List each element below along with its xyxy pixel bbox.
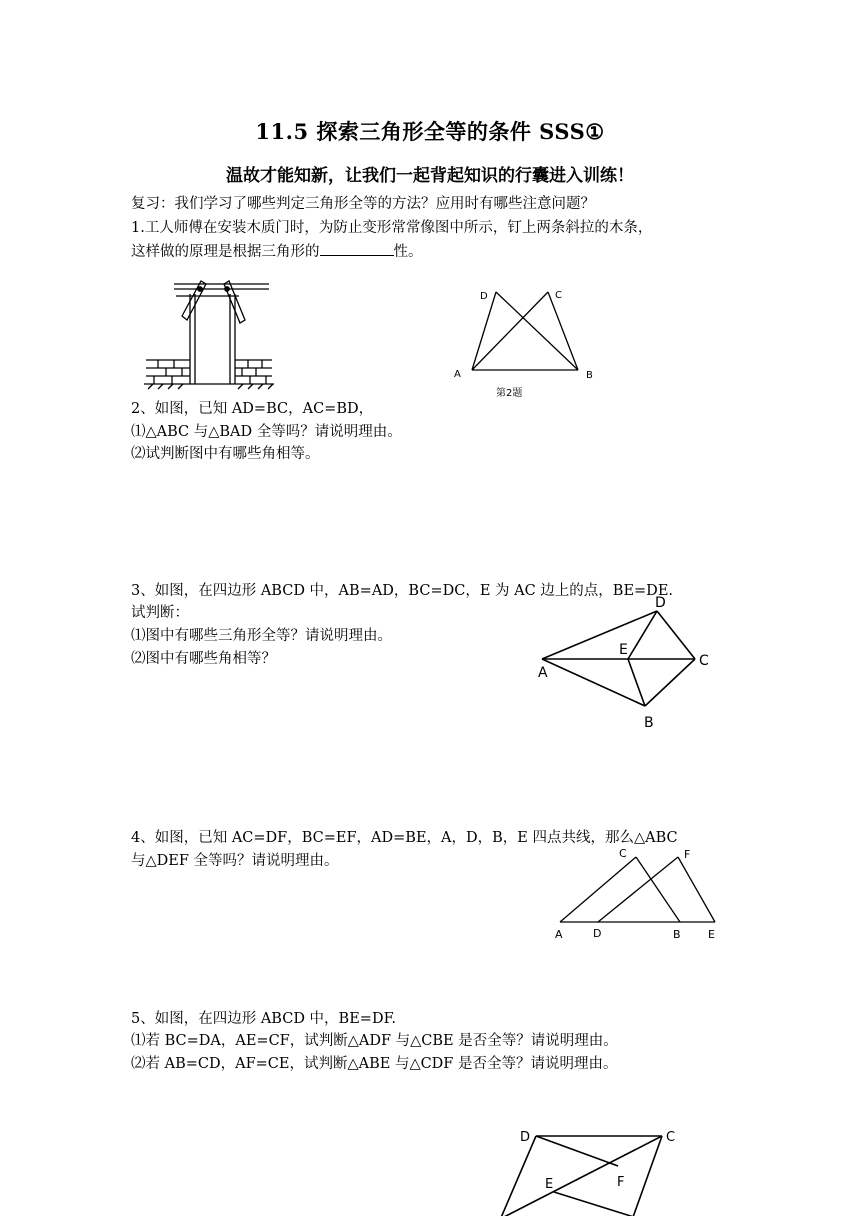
label-a: A bbox=[555, 928, 563, 941]
problem1-text-after: 性。 bbox=[393, 244, 423, 260]
label-d: D bbox=[655, 595, 666, 611]
problem2-question1: ⑴△ABC 与△BAD 全等吗？请说明理由。 bbox=[131, 424, 402, 440]
problem2-figure bbox=[448, 280, 608, 410]
review-question: 复习：我们学习了哪些判定三角形全等的方法？应用时有哪些注意问题？ bbox=[131, 196, 595, 212]
problem3-prompt: 试判断： bbox=[131, 605, 189, 621]
label-e: E bbox=[708, 928, 715, 941]
label-b: B bbox=[644, 715, 654, 731]
page-title: 11.5 探索三角形全等的条件 SSS① bbox=[255, 119, 605, 144]
figure-caption: 第2题 bbox=[496, 388, 523, 399]
problem4-figure bbox=[548, 843, 728, 943]
label-a: A bbox=[454, 369, 461, 380]
problem3-question2: ⑵图中有哪些角相等？ bbox=[131, 651, 276, 667]
label-e: E bbox=[545, 1177, 554, 1192]
door-frame-figure bbox=[144, 276, 274, 391]
label-a: A bbox=[538, 665, 548, 681]
label-d: D bbox=[593, 927, 602, 940]
label-e: E bbox=[619, 642, 628, 658]
answer-blank[interactable] bbox=[320, 241, 394, 256]
label-c: C bbox=[699, 653, 709, 669]
label-b: B bbox=[586, 370, 593, 381]
label-d: D bbox=[520, 1130, 531, 1145]
label-b: B bbox=[673, 928, 681, 941]
problem3-question1: ⑴图中有哪些三角形全等？请说明理由。 bbox=[131, 628, 392, 644]
problem4-statement: 4、如图，已知 AC=DF，BC=EF，AD=BE，A，D，B，E 四点共线，那么△ABC bbox=[131, 830, 678, 846]
label-f: F bbox=[684, 848, 691, 861]
problem1-text: 1.工人师傅在安装木质门时，为防止变形常常像图中所示，钉上两条斜拉的木条， bbox=[131, 220, 653, 236]
label-c: C bbox=[555, 290, 562, 301]
page-subtitle: 温故才能知新，让我们一起背起知识的行囊进入训练！ bbox=[226, 166, 634, 186]
problem3-figure bbox=[532, 592, 722, 732]
problem2-question2: ⑵试判断图中有哪些角相等。 bbox=[131, 446, 320, 462]
label-c: C bbox=[619, 847, 627, 860]
segment-bc bbox=[548, 292, 578, 370]
problem1-text-cont bbox=[131, 241, 423, 262]
problem1-text-before: 这样做的原理是根据三角形的 bbox=[131, 244, 320, 260]
problem5-statement: 5、如图，在四边形 ABCD 中，BE=DF. bbox=[131, 1011, 396, 1027]
problem4-question: 与△DEF 全等吗？请说明理由。 bbox=[131, 853, 339, 869]
problem2-statement: 2、如图，已知 AD=BC，AC=BD， bbox=[131, 401, 374, 417]
label-c: C bbox=[666, 1130, 676, 1145]
problem5-question2: ⑵若 AB=CD，AF=CE，试判断△ABE 与△CDF 是否全等？请说明理由。 bbox=[131, 1056, 618, 1072]
problem5-figure bbox=[492, 1120, 692, 1216]
problem5-question1: ⑴若 BC=DA，AE=CF，试判断△ADF 与△CBE 是否全等？请说明理由。 bbox=[131, 1033, 618, 1049]
label-f: F bbox=[617, 1175, 625, 1190]
label-d: D bbox=[480, 291, 488, 302]
problem3-statement: 3、如图，在四边形 ABCD 中，AB=AD，BC=DC，E 为 AC 边上的点，BE=DE. bbox=[131, 583, 674, 599]
